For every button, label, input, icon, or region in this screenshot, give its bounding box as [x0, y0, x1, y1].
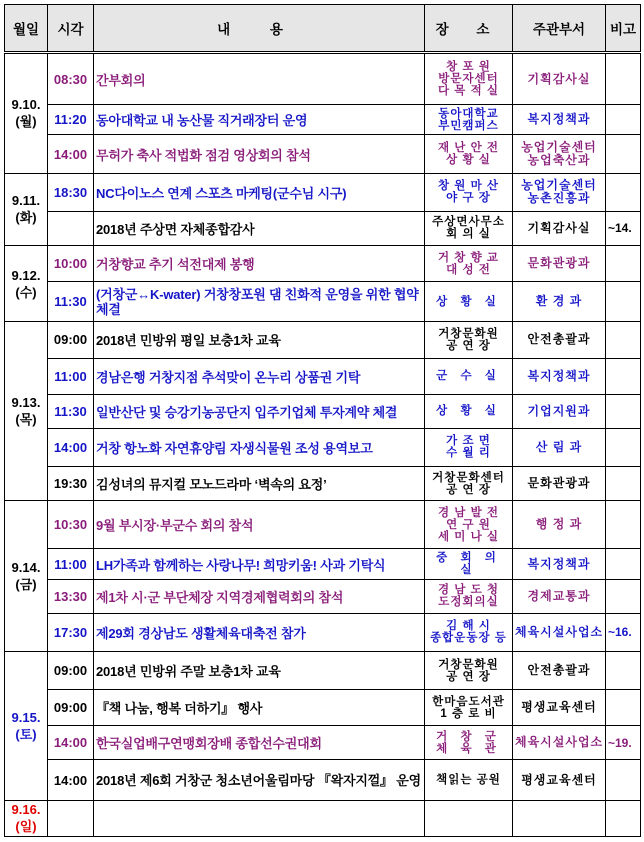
schedule-row [5, 501, 641, 549]
schedule-row [5, 282, 641, 322]
event-time: 18:30 [48, 173, 94, 211]
event-content: 한국실업배구연맹회장배 종합선수권대회 [94, 726, 425, 760]
event-dept-line: 경제교통과 [527, 588, 591, 603]
schedule-row [5, 53, 641, 105]
event-time [48, 800, 94, 836]
event-time: 09:00 [48, 322, 94, 358]
event-note [606, 53, 641, 105]
event-note [606, 760, 641, 800]
event-dept [513, 800, 606, 836]
event-note: ~16. [606, 613, 641, 651]
event-note [606, 467, 641, 501]
event-time: 14:00 [48, 135, 94, 173]
event-place-line: 상 황 실 [446, 154, 491, 166]
event-time: 14:00 [48, 726, 94, 760]
event-place-line: 대 성 전 [446, 263, 491, 276]
event-note: ~19. [606, 726, 641, 760]
event-time: 10:30 [48, 501, 94, 549]
event-time: 11:30 [48, 282, 94, 322]
event-note [606, 501, 641, 549]
event-dept-line: 안전총괄과 [527, 663, 591, 678]
header-note: 비고 [606, 5, 641, 53]
event-dept [513, 467, 606, 501]
day-date: 9.12. [11, 267, 41, 283]
schedule-row [5, 467, 641, 501]
event-place-line: 거 창 군 [436, 730, 501, 743]
event-dept [513, 358, 606, 394]
event-content: 간부회의 [94, 53, 425, 105]
event-time: 11:00 [48, 358, 94, 394]
header-place: 장 소 [425, 5, 513, 53]
event-place [425, 53, 513, 105]
day-weekday: (화) [15, 210, 37, 226]
header-dept: 주관부서 [513, 5, 606, 53]
event-dept [513, 501, 606, 549]
event-content: 제1차 시·군 부단체장 지역경제협력회의 참석 [94, 579, 425, 613]
event-note [606, 800, 641, 836]
event-place-line: 주상면사무소 [432, 216, 505, 229]
event-place-line: 상 황 실 [436, 295, 501, 308]
event-content: 동아대학교 내 농산물 직거래장터 운영 [94, 105, 425, 135]
header-time: 시각 [48, 5, 94, 53]
schedule-row [5, 245, 641, 281]
event-time: 09:00 [48, 651, 94, 689]
day-date-cell [5, 800, 48, 836]
event-dept [513, 105, 606, 135]
event-dept [513, 53, 606, 105]
day-date-cell [5, 53, 48, 174]
event-place [425, 613, 513, 651]
event-dept [513, 245, 606, 281]
event-dept [513, 135, 606, 173]
event-time: 14:00 [48, 760, 94, 800]
event-dept [513, 282, 606, 322]
event-content: 경남은행 거창지점 추석맞이 온누리 상품권 기탁 [94, 358, 425, 394]
schedule-row [5, 135, 641, 173]
event-place-line: 한마음도서관 [432, 695, 505, 708]
event-note [606, 579, 641, 613]
event-dept [513, 651, 606, 689]
event-place [425, 760, 513, 800]
event-place [425, 358, 513, 394]
event-place [425, 322, 513, 358]
schedule-row [5, 211, 641, 245]
header-content: 내 용 [94, 5, 425, 53]
event-place-line: 창 원 마 산 [437, 180, 500, 193]
event-place [425, 173, 513, 211]
event-dept [513, 726, 606, 760]
schedule-row [5, 173, 641, 211]
event-dept-line: 체육시설사업소 [515, 735, 604, 750]
day-weekday: (일) [15, 819, 37, 835]
event-content: LH가족과 함께하는 사랑나무! 희망키움! 사과 기탁식 [94, 549, 425, 579]
event-content: 김성녀의 뮤지컬 모노드라마 ‘벽속의 요정’ [94, 467, 425, 501]
event-place-line: 공 연 장 [446, 483, 491, 496]
event-dept [513, 394, 606, 428]
schedule-row [5, 800, 641, 836]
event-place-line: 공 연 장 [446, 670, 491, 683]
day-date-cell [5, 501, 48, 652]
event-dept-line: 평생교육센터 [521, 772, 597, 787]
event-place-line: 동아대학교 [438, 107, 499, 120]
event-time: 19:30 [48, 467, 94, 501]
event-dept-line: 환 경 과 [535, 294, 583, 309]
event-time: 09:00 [48, 690, 94, 726]
event-place-line: 야 구 장 [446, 192, 491, 205]
event-place-line: 체 육 관 [436, 742, 501, 755]
event-place [425, 211, 513, 245]
event-place [425, 800, 513, 836]
event-place-line: 연 구 원 [446, 518, 491, 531]
event-place-line: 재 난 안 전 [437, 142, 500, 154]
event-note [606, 549, 641, 579]
event-dept-line: 복지정책과 [527, 368, 591, 383]
day-date: 9.10. [11, 97, 41, 113]
event-content: 일반산단 및 승강기농공단지 입주기업체 투자계약 체결 [94, 394, 425, 428]
day-weekday: (월) [15, 114, 37, 130]
header-date: 월일 [5, 5, 48, 53]
event-place [425, 690, 513, 726]
schedule-row [5, 726, 641, 760]
event-note [606, 245, 641, 281]
event-dept [513, 322, 606, 358]
day-date: 9.13. [11, 395, 41, 411]
event-note [606, 394, 641, 428]
event-place-line: 창 포 원 [446, 61, 491, 74]
event-dept-line: 농업기술센터 [521, 140, 597, 154]
day-date-cell [5, 322, 48, 501]
event-dept [513, 211, 606, 245]
event-place-line: 종합운동장 등 [430, 632, 507, 645]
event-time: 11:30 [48, 394, 94, 428]
event-place-line: 세 미 나 실 [437, 530, 500, 543]
event-dept [513, 613, 606, 651]
event-dept [513, 549, 606, 579]
event-time: 11:00 [48, 549, 94, 579]
event-content: 2018년 제6회 거창군 청소년어울림마당 『왁자지껄』 운영 [94, 760, 425, 800]
event-place [425, 651, 513, 689]
event-place [425, 428, 513, 466]
schedule-row [5, 613, 641, 651]
event-place-line: 거창문화원 [438, 658, 499, 671]
schedule-body [5, 53, 641, 837]
event-time: 08:30 [48, 53, 94, 105]
event-content: 9월 부시장·부군수 회의 참석 [94, 501, 425, 549]
schedule-row [5, 549, 641, 579]
event-place-line: 경 남 도 청 [437, 584, 500, 597]
event-dept-line: 기획감사실 [527, 71, 591, 86]
day-date: 9.15. [11, 709, 41, 725]
event-note [606, 135, 641, 173]
day-weekday: (목) [15, 412, 37, 428]
day-weekday: (수) [15, 284, 37, 300]
day-date-cell [5, 245, 48, 321]
event-place [425, 467, 513, 501]
schedule-row [5, 651, 641, 689]
event-dept-line: 평생교육센터 [521, 700, 597, 715]
event-place-line: 회 의 실 [446, 228, 491, 241]
schedule-row [5, 690, 641, 726]
event-dept-line: 기업지원과 [527, 403, 591, 418]
header-row [5, 5, 641, 53]
event-dept-line: 행 정 과 [535, 517, 583, 532]
event-dept-line: 농촌진흥과 [527, 191, 591, 206]
event-time [48, 211, 94, 245]
event-dept-line: 문화관광과 [527, 256, 591, 271]
schedule-row [5, 428, 641, 466]
event-note: ~14. [606, 211, 641, 245]
event-content: NC다이노스 연계 스포츠 마케팅(군수님 시구) [94, 173, 425, 211]
event-dept-line: 기획감사실 [527, 220, 591, 235]
event-note [606, 651, 641, 689]
day-date: 9.14. [11, 560, 41, 576]
event-time: 10:00 [48, 245, 94, 281]
event-content: 『책 나눔, 행복 더하기』 행사 [94, 690, 425, 726]
schedule-row [5, 394, 641, 428]
event-place-line: 1 층 로 비 [440, 707, 497, 720]
event-place-line: 가 조 면 [446, 435, 491, 448]
event-dept-line: 안전총괄과 [527, 332, 591, 347]
event-time: 13:30 [48, 579, 94, 613]
event-place [425, 282, 513, 322]
event-dept-line: 농업기술센터 [521, 178, 597, 193]
event-place-line: 경 남 발 전 [437, 506, 500, 519]
event-time: 17:30 [48, 613, 94, 651]
event-content [94, 800, 425, 836]
event-place-line: 군 수 실 [436, 370, 501, 383]
day-date-cell [5, 173, 48, 245]
event-place [425, 394, 513, 428]
event-place-line: 다 목 적 실 [437, 85, 500, 98]
event-dept-line: 산 림 과 [535, 439, 583, 454]
event-content: 거창향교 추기 석전대제 봉행 [94, 245, 425, 281]
day-date: 9.16. [11, 802, 41, 818]
event-place-line: 도정회의실 [438, 596, 499, 609]
event-place [425, 105, 513, 135]
schedule-row [5, 105, 641, 135]
event-dept [513, 760, 606, 800]
event-time: 14:00 [48, 428, 94, 466]
event-content: (거창군↔K-water) 거창창포원 댐 친화적 운영을 위한 협약 체결 [94, 282, 425, 322]
event-place-line: 중 회 의 실 [436, 552, 501, 576]
event-note [606, 105, 641, 135]
event-place-line: 거 창 향 교 [437, 251, 500, 264]
event-dept-line: 복지정책과 [527, 556, 591, 571]
day-weekday: (금) [15, 577, 37, 593]
event-place [425, 501, 513, 549]
event-dept [513, 173, 606, 211]
event-note [606, 428, 641, 466]
event-note [606, 322, 641, 358]
schedule-row [5, 358, 641, 394]
event-place [425, 135, 513, 173]
event-place-line: 수 월 리 [446, 447, 491, 460]
event-dept-line: 체육시설사업소 [515, 624, 604, 639]
event-place [425, 245, 513, 281]
event-content: 거창 항노화 자연휴양림 자생식물원 조성 용역보고 [94, 428, 425, 466]
event-note [606, 358, 641, 394]
event-place-line: 거창문화센터 [432, 471, 505, 484]
event-place-line: 상 황 실 [436, 405, 501, 418]
event-place-line: 공 연 장 [446, 339, 491, 352]
event-dept [513, 428, 606, 466]
day-date: 9.11. [11, 193, 41, 209]
event-place-line: 방문자센터 [438, 73, 499, 86]
event-content: 무허가 축사 적법화 점검 영상회의 참석 [94, 135, 425, 173]
event-place [425, 549, 513, 579]
event-content: 2018년 주상면 자체종합감사 [94, 211, 425, 245]
schedule-row [5, 579, 641, 613]
event-dept [513, 690, 606, 726]
day-weekday: (토) [15, 726, 37, 742]
event-place-line: 거창문화원 [438, 327, 499, 340]
event-content: 제29회 경상남도 생활체육대축전 참가 [94, 613, 425, 651]
event-time: 11:20 [48, 105, 94, 135]
schedule-row [5, 322, 641, 358]
schedule-row [5, 760, 641, 800]
event-dept [513, 579, 606, 613]
day-date-cell [5, 651, 48, 800]
schedule-table [4, 4, 641, 837]
event-content: 2018년 민방위 평일 보충1차 교육 [94, 322, 425, 358]
event-place-line: 책읽는 공원 [436, 774, 501, 787]
event-place [425, 726, 513, 760]
event-note [606, 173, 641, 211]
event-content: 2018년 민방위 주말 보충1차 교육 [94, 651, 425, 689]
event-place-line: 김 해 시 [446, 620, 491, 633]
event-place-line: 부민캠퍼스 [438, 119, 499, 132]
event-dept-line: 농업축산과 [527, 153, 591, 167]
event-note [606, 282, 641, 322]
event-dept-line: 문화관광과 [527, 476, 591, 491]
event-place [425, 579, 513, 613]
event-note [606, 690, 641, 726]
event-dept-line: 복지정책과 [527, 112, 591, 127]
